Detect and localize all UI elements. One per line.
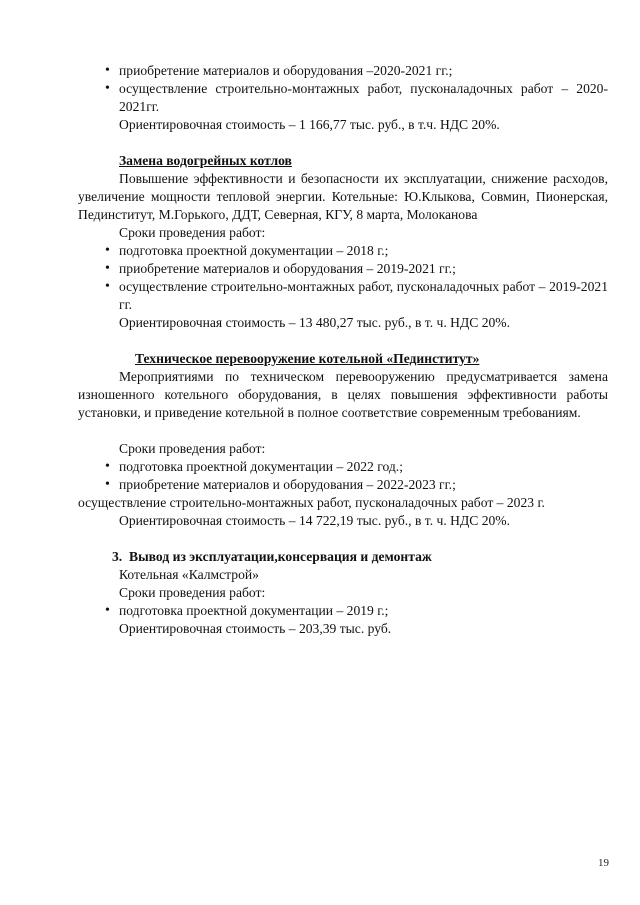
section3-plain-line: осуществление строительно-монтажных работ, пусконаладочных работ – 2023 г.	[78, 495, 545, 510]
section2-bullet-list	[78, 242, 608, 314]
section4-schedule-label: Сроки проведения работ:	[119, 585, 266, 600]
spacer	[78, 530, 608, 548]
section4-number: 3.	[112, 549, 123, 564]
spacer	[78, 332, 608, 350]
bullet-item: • приобретение материалов и оборудования –2020-2021 гг.;	[78, 62, 608, 80]
page-number: 19	[598, 857, 609, 869]
section4-heading-line	[78, 548, 608, 566]
section4-cost: Ориентировочная стоимость – 203,39 тыс. руб.	[119, 621, 392, 636]
bullet-item: • подготовка проектной документации – 2022 год.;	[78, 458, 608, 476]
section2-paragraph: Повышение эффективности и безопасности их эксплуатации, снижение расходов, увеличение мощности тепловой энергии. Котельные: Ю.Клыкова, Совмин, Пионерская, Пединститут, М.Горького, ДДТ, Северная, КГУ, 8 марта, Молоканова	[78, 171, 608, 222]
section3-cost: Ориентировочная стоимость – 14 722,19 тыс. руб., в т. ч. НДС 20%.	[119, 513, 511, 528]
section3-paragraph: Мероприятиями по техническом перевооружению предусматривается замена изношенного котельного оборудования, в целях повышения эффективности работы установки, и приведение котельной в полное соответствие современным требованиям.	[78, 369, 608, 420]
bullet-item: • подготовка проектной документации – 2018 г.;	[78, 242, 608, 260]
section4-subtitle: Котельная «Калмстрой»	[119, 567, 259, 582]
bullet-item: • осуществление строительно-монтажных работ, пусконаладочных работ – 2019-2021 гг.	[78, 278, 608, 314]
spacer	[78, 134, 608, 152]
bullet-item: • подготовка проектной документации – 2019 г.;	[78, 602, 608, 620]
bullet-item: • осуществление строительно-монтажных работ, пусконаладочных работ – 2020-2021гг.	[78, 80, 608, 116]
spacer	[78, 422, 608, 440]
section3-bullet-list	[78, 458, 608, 494]
bullet-item: • приобретение материалов и оборудования – 2019-2021 гг.;	[78, 260, 608, 278]
section4-bullet-list	[78, 602, 608, 620]
section1-cost: Ориентировочная стоимость – 1 166,77 тыс. руб., в т.ч. НДС 20%.	[119, 117, 500, 132]
section3-schedule-label: Сроки проведения работ:	[119, 441, 266, 456]
section2-schedule-label: Сроки проведения работ:	[119, 225, 266, 240]
section3-heading: Техническое перевооружение котельной «Пединститут»	[135, 351, 480, 366]
section4-heading: Вывод из эксплуатации,консервация и демонтаж	[129, 549, 432, 564]
section1-bullet-list	[78, 62, 608, 116]
document-content	[78, 62, 608, 638]
section2-heading: Замена водогрейных котлов	[119, 153, 292, 168]
section2-cost: Ориентировочная стоимость – 13 480,27 тыс. руб., в т. ч. НДС 20%.	[119, 315, 511, 330]
bullet-item: • приобретение материалов и оборудования – 2022-2023 гг.;	[78, 476, 608, 494]
